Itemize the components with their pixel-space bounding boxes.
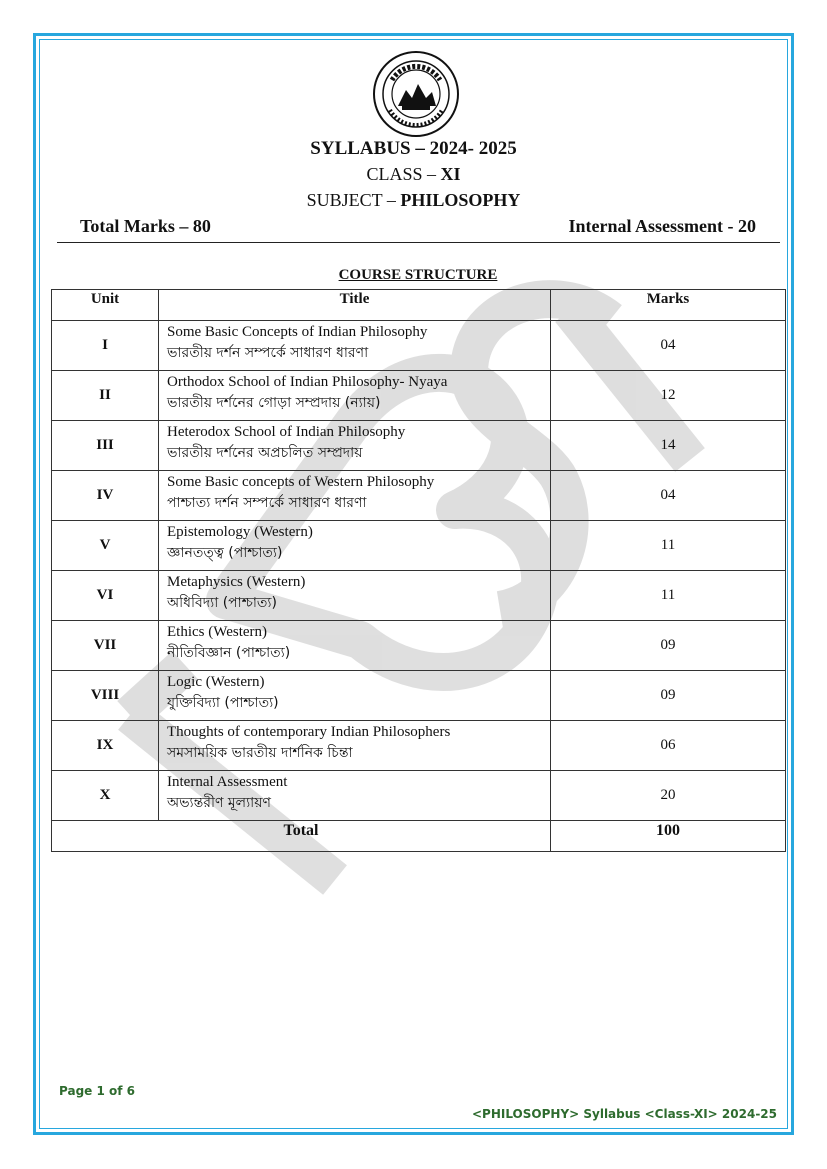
title-bengali: সমসাময়িক ভারতীয় দার্শনিক চিন্তা <box>167 745 353 761</box>
marks-cell: 14 <box>551 421 786 471</box>
title-english: Some Basic Concepts of Indian Philosophy <box>167 324 428 340</box>
marks-cell: 04 <box>551 471 786 521</box>
unit-cell: VII <box>52 621 159 671</box>
marks-cell: 06 <box>551 721 786 771</box>
page-number: Page 1 of 6 <box>59 1084 135 1098</box>
title-english: Orthodox School of Indian Philosophy- Nyaya <box>167 374 448 390</box>
unit-cell: VI <box>52 571 159 621</box>
title-cell <box>159 421 551 471</box>
title-bengali: ভারতীয় দর্শন সম্পর্কে সাধারণ ধারণা <box>167 345 369 361</box>
title-bengali: ভারতীয় দর্শনের গোড়া সম্প্রদায় (ন্যায়) <box>167 395 381 411</box>
marks-cell: 04 <box>551 321 786 371</box>
subject-line <box>0 190 827 211</box>
title-english: Some Basic concepts of Western Philosophy <box>167 474 435 490</box>
title-cell <box>159 571 551 621</box>
unit-cell: III <box>52 421 159 471</box>
course-structure-table <box>51 289 786 852</box>
class-prefix: CLASS – <box>366 164 441 184</box>
title-english: Heterodox School of Indian Philosophy <box>167 424 406 440</box>
table-row <box>52 771 786 821</box>
subject-value: PHILOSOPHY <box>400 190 521 210</box>
title-english: Metaphysics (Western) <box>167 574 306 590</box>
unit-cell: I <box>52 321 159 371</box>
table-row <box>52 321 786 371</box>
subject-prefix: SUBJECT – <box>306 190 401 210</box>
title-cell <box>159 471 551 521</box>
course-structure-title: COURSE STRUCTURE <box>338 267 498 283</box>
title-english: Internal Assessment <box>167 774 288 790</box>
table-row <box>52 521 786 571</box>
table-header <box>52 290 786 321</box>
unit-cell: II <box>52 371 159 421</box>
unit-cell: IX <box>52 721 159 771</box>
unit-cell: V <box>52 521 159 571</box>
board-seal-icon <box>372 50 460 138</box>
marks-cell: 12 <box>551 371 786 421</box>
title-english: Thoughts of contemporary Indian Philosophers <box>167 724 451 740</box>
header-divider <box>57 242 780 243</box>
title-cell <box>159 671 551 721</box>
marks-cell: 09 <box>551 621 786 671</box>
unit-cell: X <box>52 771 159 821</box>
table-row <box>52 721 786 771</box>
title-bengali: অধিবিদ্যা (পাশ্চাত্য) <box>167 595 277 611</box>
title-cell <box>159 371 551 421</box>
marks-cell: 20 <box>551 771 786 821</box>
table-row <box>52 421 786 471</box>
title-cell <box>159 771 551 821</box>
syllabus-title: SYLLABUS – 2024- 2025 <box>310 138 517 159</box>
total-value: 100 <box>551 821 786 852</box>
title-english: Ethics (Western) <box>167 624 268 640</box>
table-total-row <box>52 821 786 852</box>
marks-cell: 09 <box>551 671 786 721</box>
title-bengali: নীতিবিজ্ঞান (পাশ্চাত্য) <box>167 645 291 661</box>
table-row <box>52 471 786 521</box>
title-bengali: পাশ্চাত্য দর্শন সম্পর্কে সাধারণ ধারণা <box>167 495 367 511</box>
title-cell <box>159 621 551 671</box>
title-cell <box>159 321 551 371</box>
title-bengali: ভারতীয় দর্শনের অপ্রচলিত সম্প্রদায় <box>167 445 363 461</box>
title-english: Logic (Western) <box>167 674 265 690</box>
title-bengali: অভ্যন্তরীণ মূল্যায়ণ <box>167 795 271 811</box>
table-row <box>52 371 786 421</box>
column-header-unit: Unit <box>52 290 159 321</box>
class-value: XI <box>440 164 461 184</box>
title-bengali: জ্ঞানতত্ত্ব (পাশ্চাত্য) <box>167 545 283 561</box>
total-marks: Total Marks – 80 <box>80 216 211 236</box>
title-bengali: যুক্তিবিদ্যা (পাশ্চাত্য) <box>167 695 279 711</box>
title-english: Epistemology (Western) <box>167 524 313 540</box>
internal-assessment: Internal Assessment - 20 <box>568 216 756 236</box>
table-row <box>52 621 786 671</box>
class-line <box>0 164 827 185</box>
table-row <box>52 671 786 721</box>
footer-title: <PHILOSOPHY> Syllabus <Class-XI> 2024-25 <box>471 1107 777 1121</box>
marks-cell: 11 <box>551 571 786 621</box>
unit-cell: IV <box>52 471 159 521</box>
marks-cell: 11 <box>551 521 786 571</box>
column-header-marks: Marks <box>551 290 786 321</box>
column-header-title: Title <box>159 290 551 321</box>
unit-cell: VIII <box>52 671 159 721</box>
title-cell <box>159 721 551 771</box>
table-row <box>52 571 786 621</box>
total-label: Total <box>52 821 551 852</box>
title-cell <box>159 521 551 571</box>
